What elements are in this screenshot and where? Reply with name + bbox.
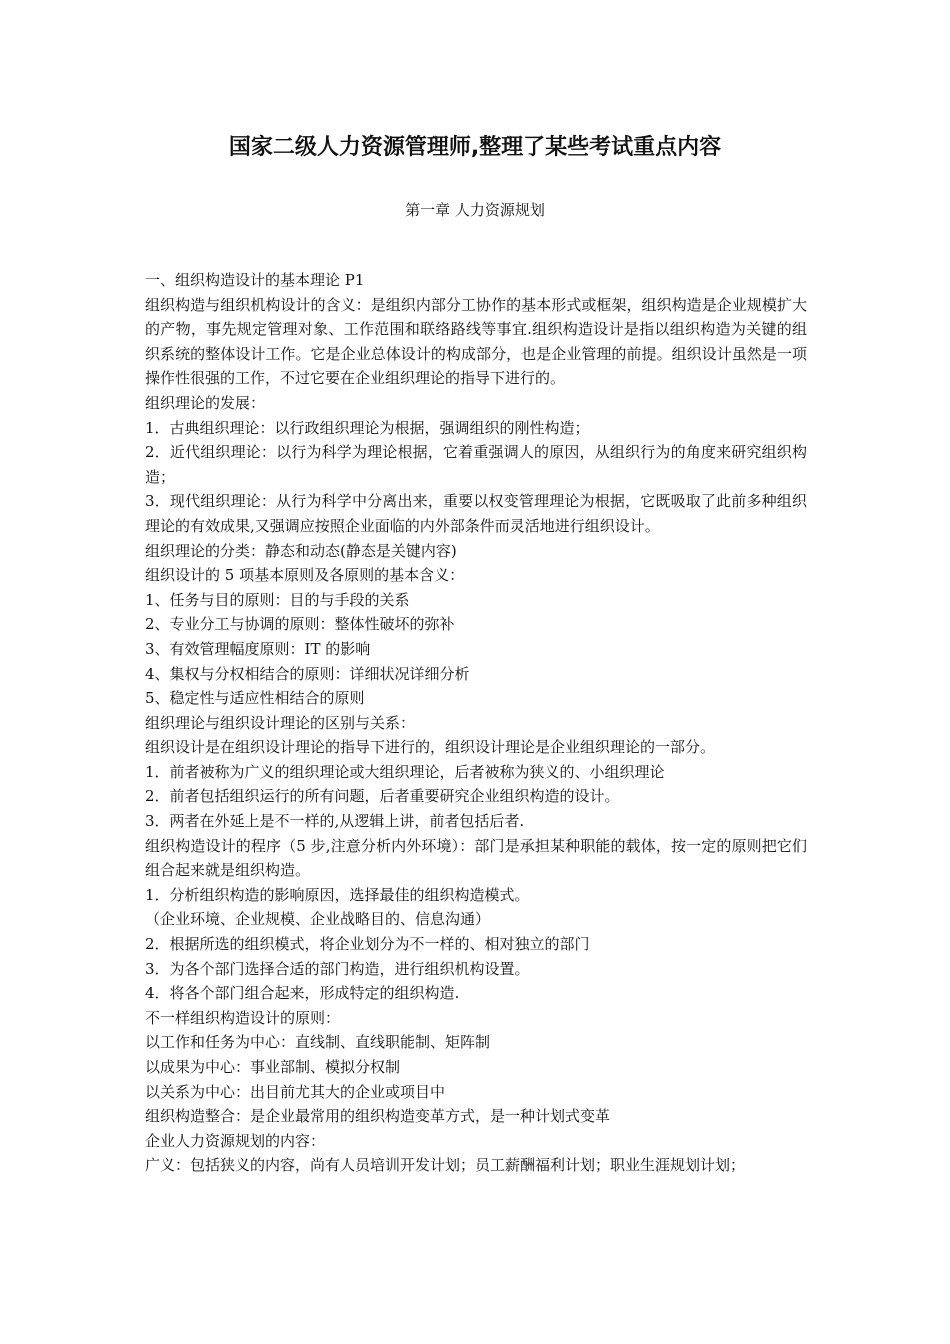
paragraph: 组织理论与组织设计理论的区别与关系： xyxy=(145,713,416,732)
paragraph: 3．现代组织理论：从行为科学中分离出来，重要以权变管理理论为根据，它既吸取了此前多种组织理论的有效成果,又强调应按照企业面临的内外部条件而灵活地进行组织设计。 xyxy=(145,492,807,535)
paragraph: 3．为各个部门选择合适的部门构造，进行组织机构设置。 xyxy=(145,959,530,978)
paragraph: 4、集权与分权相结合的原则：详细状况详细分析 xyxy=(145,664,470,683)
paragraph: 组织理论的发展： xyxy=(145,393,266,412)
paragraph: 组织理论的分类：静态和动态(静态是关键内容) xyxy=(145,541,457,560)
document-body xyxy=(145,268,807,1178)
paragraph: 企业人力资源规划的内容： xyxy=(145,1131,326,1150)
paragraph: 5、稳定性与适应性相结合的原则 xyxy=(145,689,365,708)
paragraph: 组织构造与组织机构设计的含义：是组织内部分工协作的基本形式或框架，组织构造是企业规模扩大的产物，事先规定管理对象、工作范围和联络路线等事宜.组织构造设计是指以组织构造为关键的组织系统的整体设计工作。它是企业总体设计的构成部分，也是企业管理的前提。组织设计虽然是一项操作性很强的工作，不过它要在企业组织理论的指导下进行的。 xyxy=(145,295,807,388)
paragraph: 2、专业分工与协调的原则：整体性破坏的弥补 xyxy=(145,615,455,634)
paragraph: 组织设计是在组织设计理论的指导下进行的，组织设计理论是企业组织理论的一部分。 xyxy=(145,738,716,757)
paragraph: 3．两者在外延上是不一样的,从逻辑上讲，前者包括后者. xyxy=(145,812,525,831)
paragraph: 组织设计的 5 项基本原则及各原则的基本含义： xyxy=(145,566,465,585)
paragraph: 1．古典组织理论：以行政组织理论为根据，强调组织的刚性构造； xyxy=(145,418,590,437)
paragraph: 4．将各个部门组合起来，形成特定的组织构造. xyxy=(145,984,460,1003)
paragraph: 1、任务与目的原则：目的与手段的关系 xyxy=(145,590,410,609)
paragraph: 组织构造设计的程序（5 步,注意分析内外环境）：部门是承担某种职能的载体，按一定的原则把它们组合起来就是组织构造。 xyxy=(145,836,807,880)
paragraph: 广义：包括狭义的内容，尚有人员培训开发计划；员工薪酬福利计划；职业生涯规划计划； xyxy=(145,1156,746,1175)
paragraph: 2．近代组织理论：以行为科学为理论根据，它着重强调人的原因，从组织行为的角度来研究组织构造； xyxy=(145,443,807,486)
paragraph: 以工作和任务为中心：直线制、直线职能制、矩阵制 xyxy=(145,1033,491,1052)
paragraph: 以成果为中心：事业部制、模拟分权制 xyxy=(145,1058,401,1076)
paragraph: 组织构造整合：是企业最常用的组织构造变革方式，是一种计划式变革 xyxy=(145,1107,611,1126)
paragraph: （企业环境、企业规模、企业战略目的、信息沟通） xyxy=(145,910,491,929)
paragraph: 3、有效管理幅度原则：IT 的影响 xyxy=(145,639,371,658)
paragraph: 1．前者被称为广义的组织理论或大组织理论，后者被称为狭义的、小组织理论 xyxy=(145,762,665,781)
paragraph: 一、组织构造设计的基本理论 P1 xyxy=(145,271,365,289)
paragraph: 2．根据所选的组织模式，将企业划分为不一样的、相对独立的部门 xyxy=(145,935,590,954)
paragraph: 1．分析组织构造的影响原因，选择最佳的组织构造模式。 xyxy=(145,885,530,904)
chapter-heading: 第一章 人力资源规划 xyxy=(405,201,545,219)
document-title: 国家二级人力资源管理师,整理了某些考试重点内容 xyxy=(228,135,722,160)
paragraph: 以关系为中心：出目前尤其大的企业或项目中 xyxy=(145,1082,446,1101)
paragraph: 2．前者包括组织运行的所有问题，后者重要研究企业组织构造的设计。 xyxy=(145,787,620,806)
paragraph: 不一样组织构造设计的原则： xyxy=(145,1008,341,1027)
